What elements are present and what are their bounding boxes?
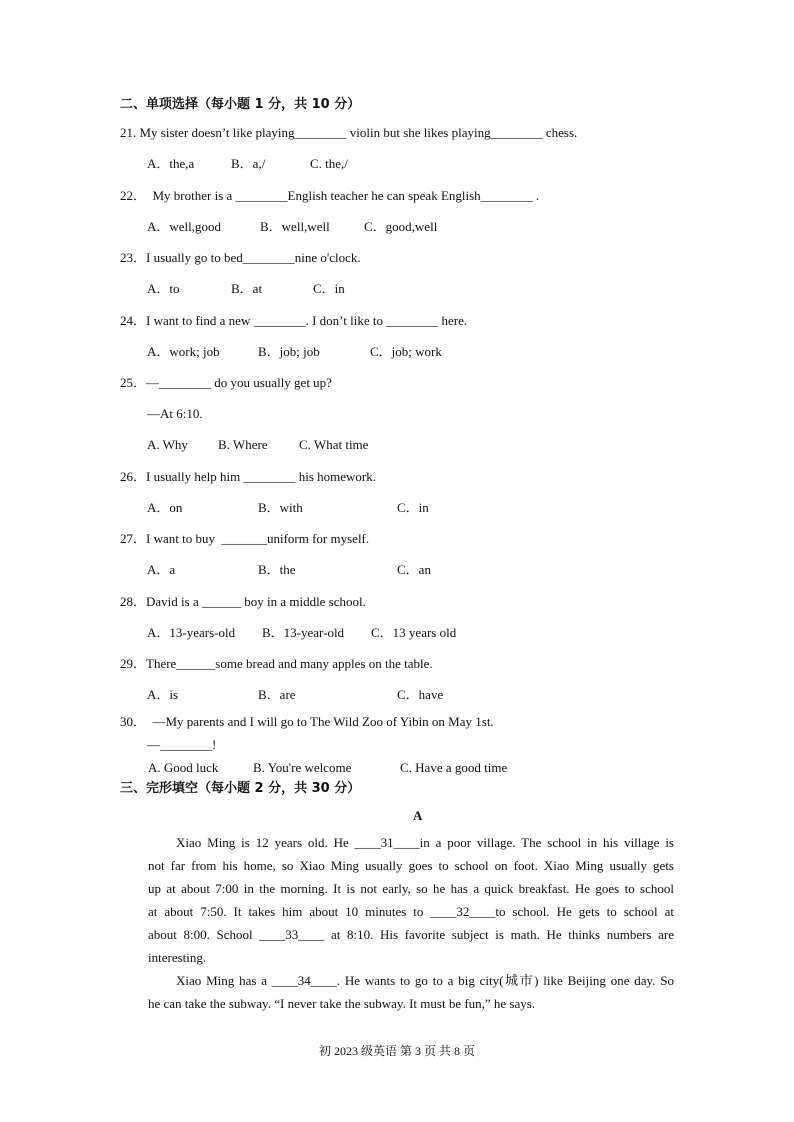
passage-line-1: Xiao Ming is 12 years old. He ____31____in a poor village. The school in his village is [176, 835, 674, 850]
q22-option-a: A．well,good [147, 219, 222, 234]
q26-option-c: C．in [397, 500, 429, 515]
q21-option-b: B．a,/ [231, 156, 266, 171]
question-28-stem: 28．David is a ______ boy in a middle school. [120, 594, 366, 609]
question-23-stem: 23．I usually go to bed________nine o'clock. [120, 250, 361, 265]
question-21-stem: 21. My sister doesn’t like playing________ violin but she likes playing________ chess. [120, 125, 578, 140]
q27-option-a: A．a [147, 562, 176, 577]
passage-line-8: he can take the subway. “I never take the subway. It must be fun,” he says. [148, 996, 536, 1011]
q22-option-c: C．good,well [364, 219, 438, 234]
question-25-answer-line: —At 6:10. [147, 406, 203, 421]
q29-option-a: A．is [147, 687, 179, 702]
q27-option-b: B．the [258, 562, 296, 577]
passage-line-6: interesting. [148, 950, 207, 965]
q27-option-c: C．an [397, 562, 431, 577]
q30-option-c: C. Have a good time [400, 760, 508, 775]
q24-option-a: A．work; job [147, 344, 220, 359]
passage-label: A [413, 808, 423, 823]
q24-option-b: B．job; job [258, 344, 320, 359]
question-30-answer-line: —________! [147, 737, 217, 752]
page-footer: 初 2023 级英语 第 3 页 共 8 页 [318, 1044, 475, 1058]
question-25-stem: 25．—________ do you usually get up? [120, 375, 332, 390]
q25-option-a: A. Why [147, 437, 188, 452]
q28-option-c: C．13 years old [371, 625, 457, 640]
question-30-stem: 30． —My parents and I will go to The Wild Zoo of Yibin on May 1st. [120, 714, 494, 729]
q29-option-c: C．have [397, 687, 444, 702]
q30-option-b: B. You're welcome [253, 760, 352, 775]
q25-option-c: C. What time [299, 437, 369, 452]
question-27-stem: 27．I want to buy _______uniform for myself. [120, 531, 370, 546]
q23-option-c: C．in [313, 281, 345, 296]
question-29-stem: 29．There______some bread and many apples on the table. [120, 656, 433, 671]
section-2-heading: 二、单项选择（每小题 1 分，共 10 分） [120, 97, 361, 112]
q29-option-b: B．are [258, 687, 296, 702]
question-24-stem: 24．I want to find a new ________. I don’t like to ________ here. [120, 313, 468, 328]
q21-option-c: C. the,/ [310, 156, 348, 171]
passage-line-4: at about 7:50. It takes him about 10 minutes to ____32____to school. He gets to school at [148, 904, 674, 919]
passage-line-5: about 8:00. School ____33____ at 8:10. His favorite subject is math. He thinks numbers are [148, 927, 674, 942]
q23-option-a: A．to [147, 281, 180, 296]
q22-option-b: B．well,well [260, 219, 330, 234]
question-22-stem: 22． My brother is a ________English teacher he can speak English________ . [120, 188, 540, 203]
q28-option-a: A．13-years-old [147, 625, 236, 640]
passage-line-2: not far from his home, so Xiao Ming usually goes to school on foot. Xiao Ming usually gets [148, 858, 674, 873]
passage-line-3: up at about 7:00 in the morning. It is not early, so he has a quick breakfast. He goes to school [148, 881, 674, 896]
q26-option-b: B．with [258, 500, 303, 515]
q21-option-a: A．the,a [147, 156, 195, 171]
q23-option-b: B．at [231, 281, 263, 296]
question-26-stem: 26．I usually help him ________ his homework. [120, 469, 377, 484]
q25-option-b: B. Where [218, 437, 268, 452]
q30-option-a: A. Good luck [148, 760, 219, 775]
section-3-heading: 三、完形填空（每小题 2 分，共 30 分） [120, 781, 361, 796]
q24-option-c: C．job; work [370, 344, 442, 359]
q28-option-b: B．13-year-old [262, 625, 345, 640]
passage-line-7: Xiao Ming has a ____34____. He wants to go to a big city(城市) like Beijing one day. So [176, 973, 674, 988]
q26-option-a: A．on [147, 500, 183, 515]
